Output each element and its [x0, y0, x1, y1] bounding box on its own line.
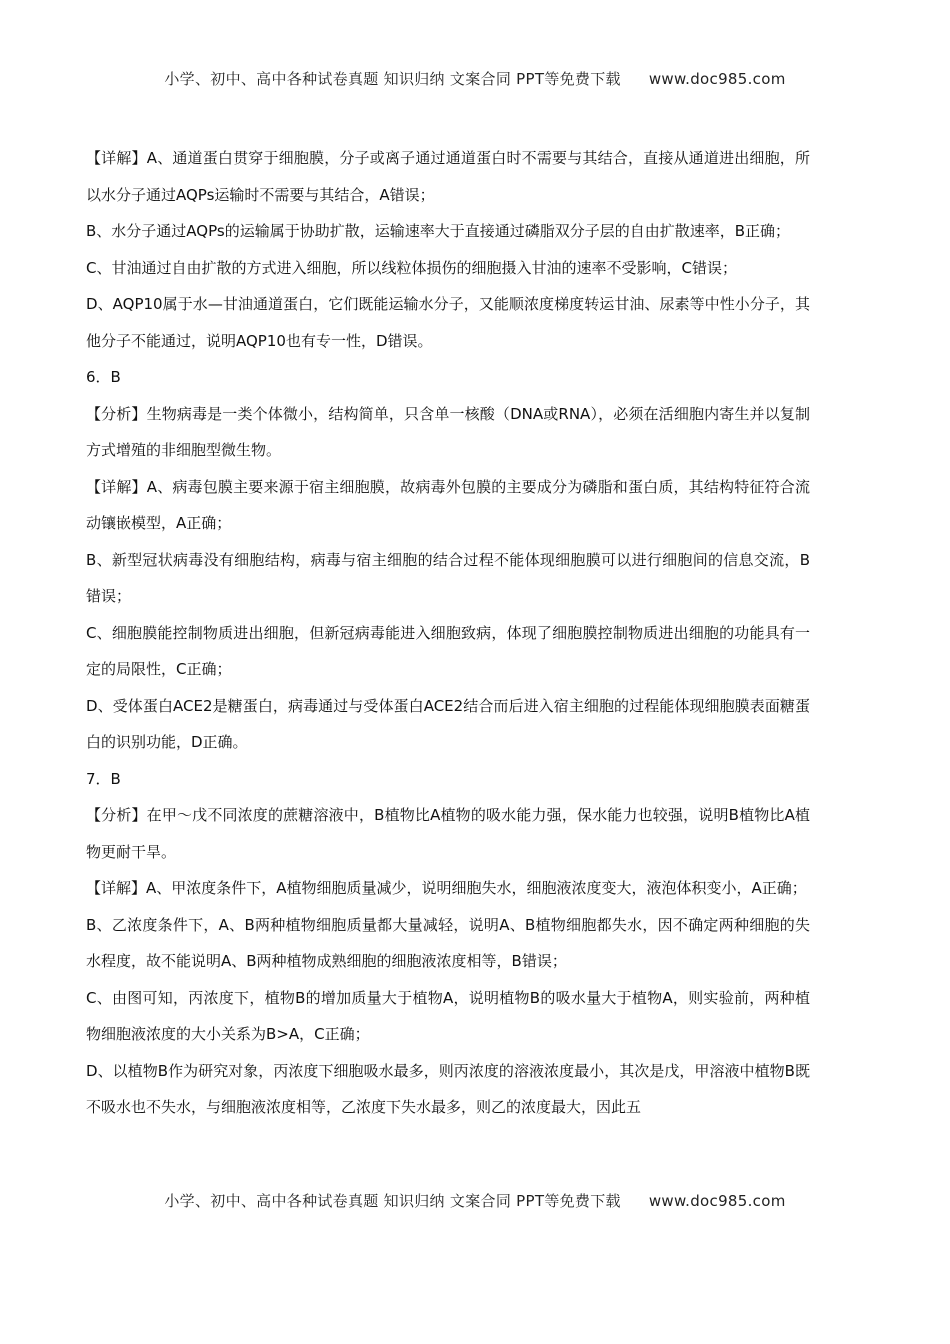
paragraph: 【详解】A、病毒包膜主要来源于宿主细胞膜，故病毒外包膜的主要成分为磷脂和蛋白质，其结构特征符合流动镶嵌模型，A正确；	[86, 477, 810, 532]
paragraph: C、细胞膜能控制物质进出细胞，但新冠病毒能进入细胞致病，体现了细胞膜控制物质进出细胞的功能具有一定的局限性，C正确；	[86, 623, 810, 678]
paragraph: C、由图可知，丙浓度下，植物B的增加质量大于植物A，说明植物B的吸水量大于植物A，则实验前，两种植物细胞液浓度的大小关系为B>A，C正确；	[86, 988, 810, 1043]
answer-number: 7．B	[86, 769, 121, 788]
paragraph: B、水分子通过AQPs的运输属于协助扩散，运输速率大于直接通过磷脂双分子层的自由扩散速率，B正确；	[86, 222, 790, 240]
answer-number: 6．B	[86, 368, 121, 386]
page-footer	[0, 1190, 950, 1211]
page-header	[0, 68, 950, 89]
paragraph: 【详解】A、甲浓度条件下，A植物细胞质量减少，说明细胞失水，细胞液浓度变大，液泡体积变小，A正确；	[86, 879, 807, 897]
footer-text: 小学、初中、高中各种试卷真题 知识归纳 文案合同 PPT等免费下载	[164, 1192, 621, 1210]
document-body	[86, 140, 810, 1126]
paragraph: D、以植物B作为研究对象，丙浓度下细胞吸水最多，则丙浓度的溶液浓度最小，其次是戊，甲溶液中植物B既不吸水也不失水，与细胞液浓度相等，乙浓度下失水最多，则乙的浓度最大，因此五	[86, 1061, 810, 1116]
paragraph: B、新型冠状病毒没有细胞结构，病毒与宿主细胞的结合过程不能体现细胞膜可以进行细胞间的信息交流，B错误；	[86, 550, 810, 605]
paragraph: B、乙浓度条件下，A、B两种植物细胞质量都大量减轻，说明A、B植物细胞都失水，因不确定两种细胞的失水程度，故不能说明A、B两种植物成熟细胞的细胞液浓度相等，B错误；	[86, 915, 810, 970]
header-url[interactable]: www.doc985.com	[648, 70, 786, 88]
paragraph: D、受体蛋白ACE2是糖蛋白，病毒通过与受体蛋白ACE2结合而后进入宿主细胞的过程能体现细胞膜表面糖蛋白的识别功能，D正确。	[86, 696, 810, 751]
paragraph: 【分析】生物病毒是一类个体微小，结构简单，只含单一核酸（DNA或RNA），必须在活细胞内寄生并以复制方式增殖的非细胞型微生物。	[86, 404, 810, 459]
footer-url[interactable]: www.doc985.com	[648, 1192, 786, 1210]
paragraph: C、甘油通过自由扩散的方式进入细胞，所以线粒体损伤的细胞摄入甘油的速率不受影响，C错误；	[86, 258, 737, 277]
header-text: 小学、初中、高中各种试卷真题 知识归纳 文案合同 PPT等免费下载	[164, 70, 621, 88]
paragraph: D、AQP10属于水—甘油通道蛋白，它们既能运输水分子，又能顺浓度梯度转运甘油、尿素等中性小分子，其他分子不能通过，说明AQP10也有专一性，D错误。	[86, 295, 810, 350]
paragraph: 【分析】在甲～戊不同浓度的蔗糖溶液中，B植物比A植物的吸水能力强，保水能力也较强，说明B植物比A植物更耐干旱。	[86, 806, 810, 861]
paragraph: 【详解】A、通道蛋白贯穿于细胞膜，分子或离子通过通道蛋白时不需要与其结合，直接从通道进出细胞，所以水分子通过AQPs运输时不需要与其结合，A错误；	[86, 149, 810, 204]
